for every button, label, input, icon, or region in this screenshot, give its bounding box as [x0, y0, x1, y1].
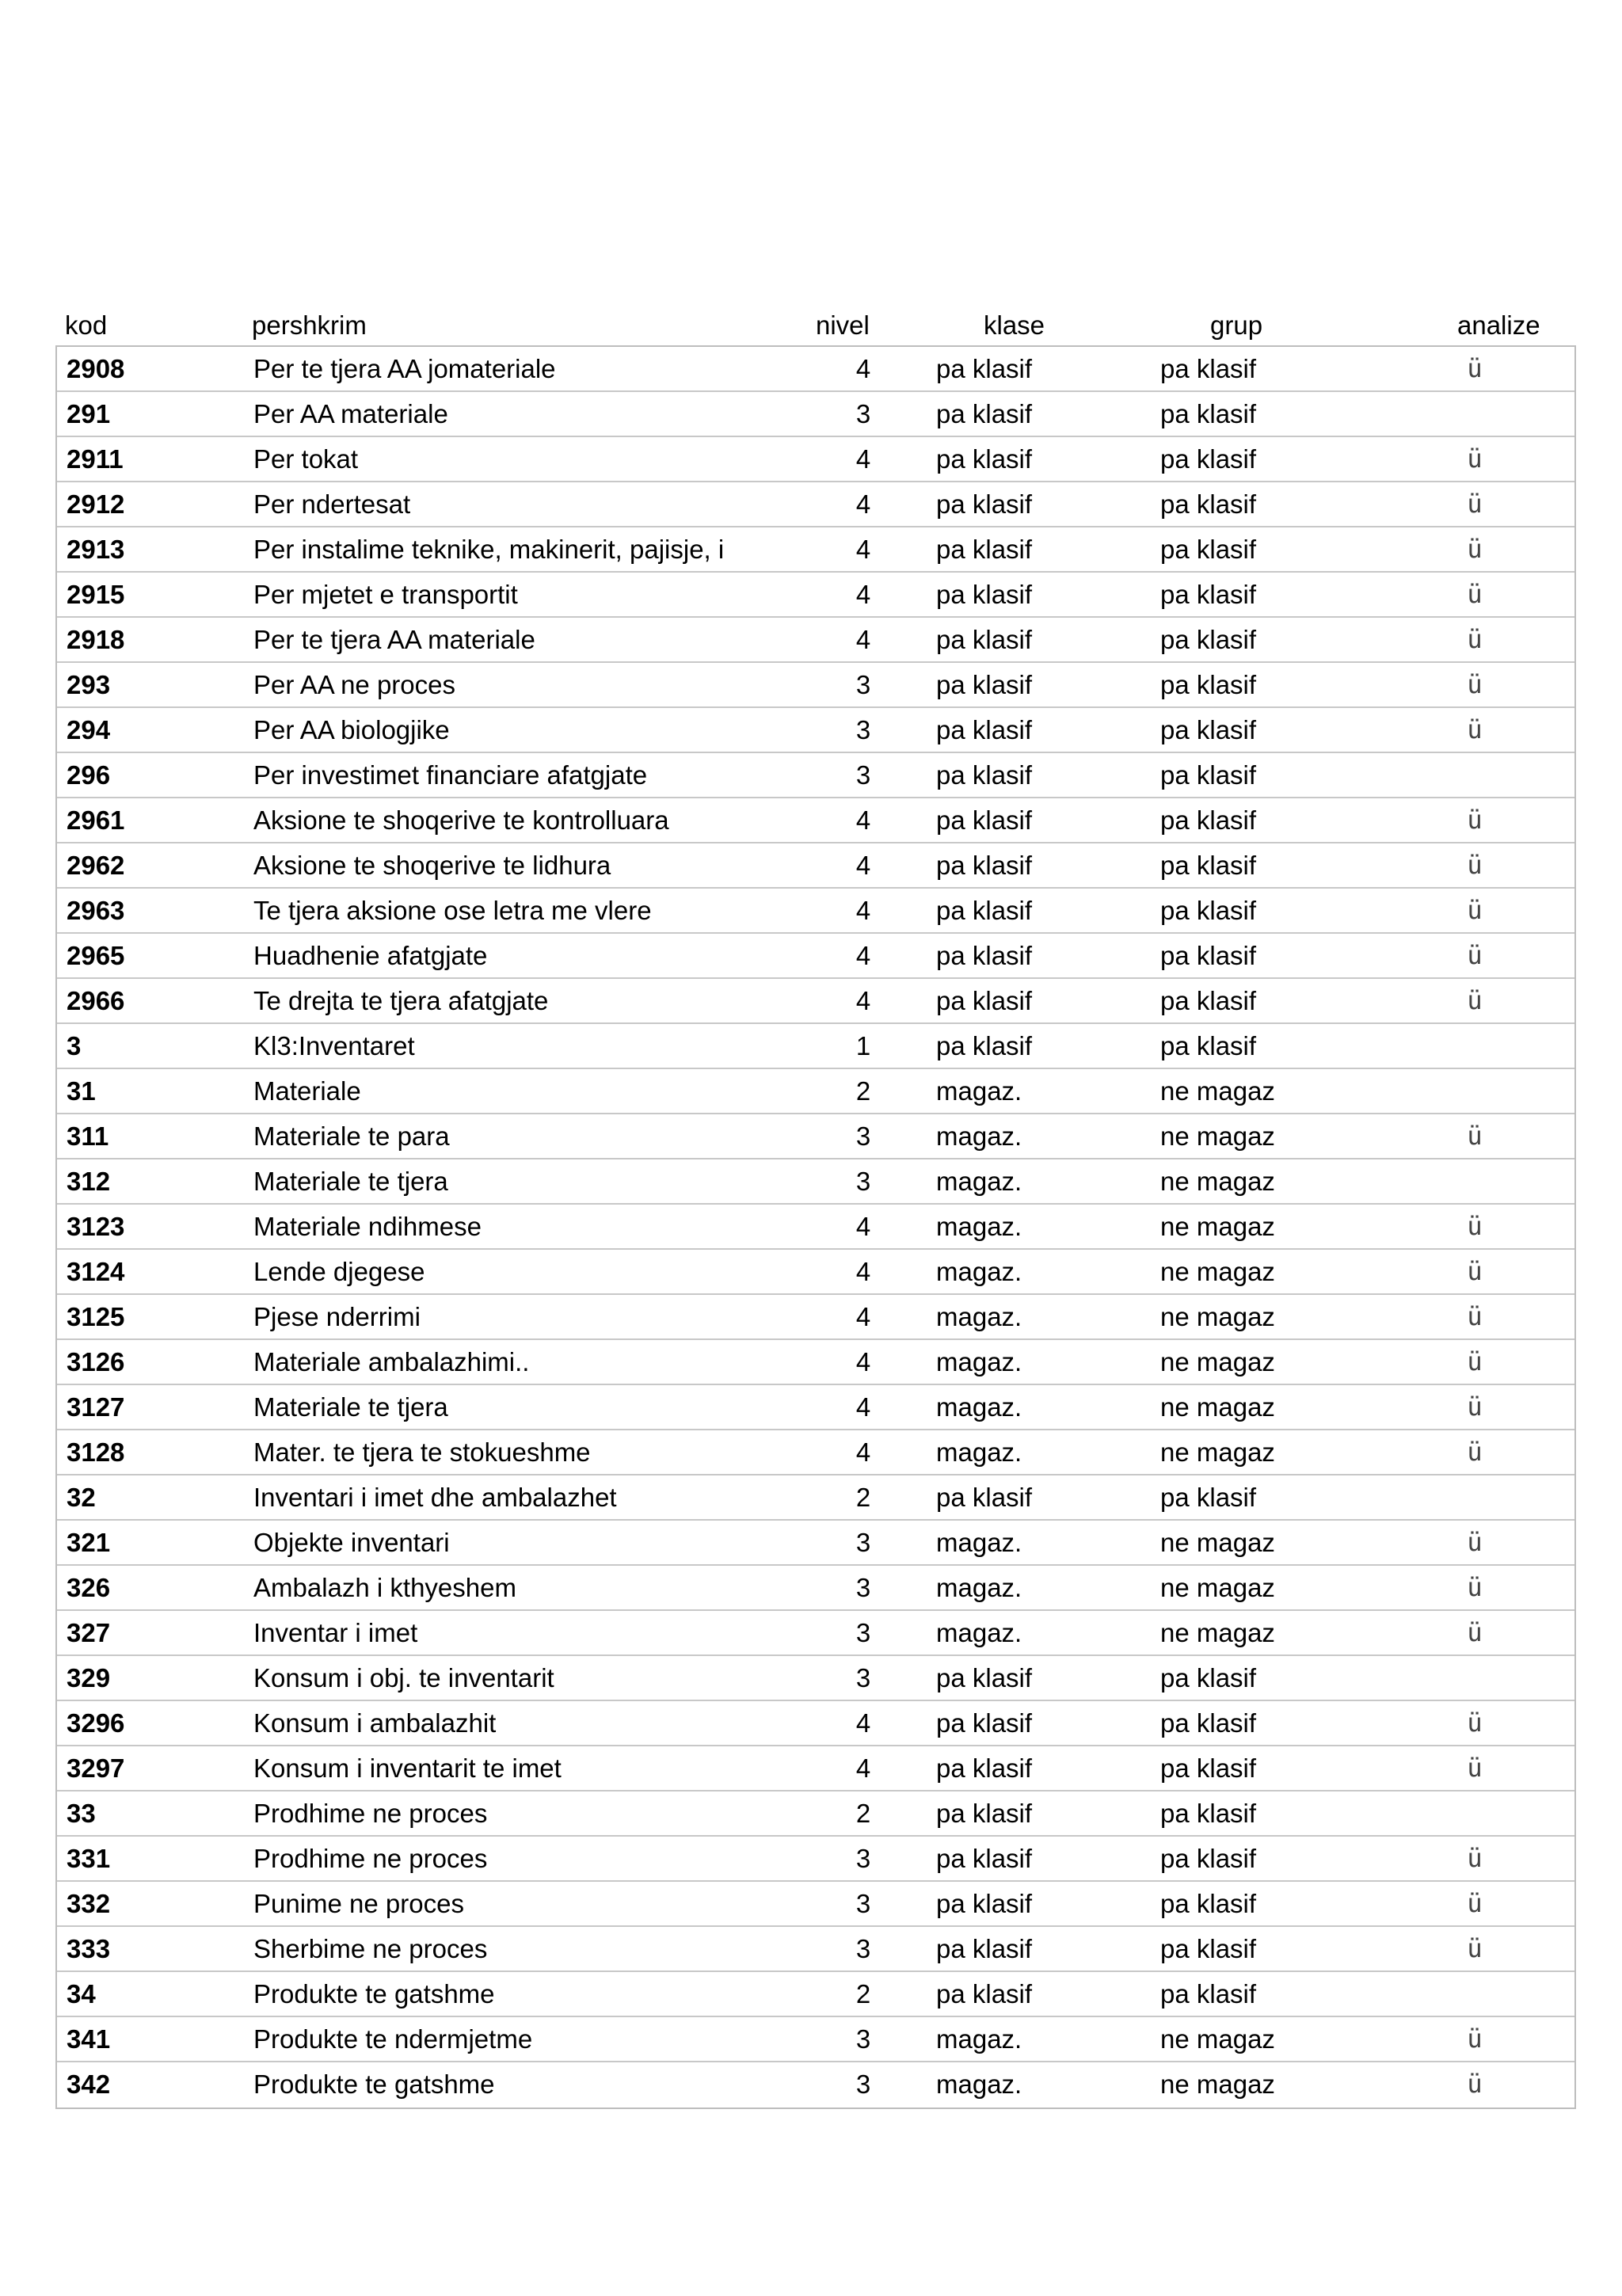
cell-pershkrim: Aksione te shoqerive te kontrolluara [253, 805, 669, 835]
table-row [57, 347, 1574, 392]
cell-analize: ü [1467, 1708, 1483, 1738]
cell-grup: pa klasif [1160, 941, 1257, 970]
cell-klase: magaz. [936, 1257, 1022, 1286]
cell-pershkrim: Konsum i ambalazhit [253, 1708, 497, 1738]
cell-grup: ne magaz [1160, 1573, 1275, 1602]
cell-grup: ne magaz [1160, 1347, 1275, 1376]
cell-kod: 291 [67, 399, 111, 428]
cell-klase: magaz. [936, 1437, 1022, 1467]
table-row [57, 2017, 1574, 2062]
table-row [57, 1340, 1574, 1385]
table-row [57, 1566, 1574, 1611]
cell-klase: pa klasif [936, 941, 1033, 970]
cell-pershkrim: Per investimet financiare afatgjate [253, 760, 648, 790]
cell-analize: ü [1467, 1572, 1483, 1602]
cell-analize: ü [1467, 1346, 1483, 1376]
table-row [57, 708, 1574, 753]
cell-kod: 3123 [67, 1212, 125, 1241]
cell-grup: pa klasif [1160, 896, 1257, 925]
cell-pershkrim: Te tjera aksione ose letra me vlere [253, 896, 652, 925]
cell-grup: ne magaz [1160, 2024, 1275, 2054]
cell-nivel: 4 [855, 535, 871, 564]
cell-grup: ne magaz [1160, 1257, 1275, 1286]
cell-grup: ne magaz [1160, 1618, 1275, 1647]
table-row [57, 1746, 1574, 1791]
cell-kod: 333 [67, 1934, 111, 1963]
table-row [57, 1250, 1574, 1295]
cell-klase: pa klasif [936, 1708, 1033, 1738]
header-kod: kod [65, 310, 108, 340]
cell-grup: ne magaz [1160, 1392, 1275, 1422]
cell-grup: pa klasif [1160, 354, 1257, 383]
cell-klase: pa klasif [936, 1753, 1033, 1783]
cell-klase: magaz. [936, 1302, 1022, 1331]
cell-grup: pa klasif [1160, 1934, 1257, 1963]
cell-klase: pa klasif [936, 489, 1033, 519]
cell-analize: ü [1467, 2024, 1483, 2054]
cell-klase: pa klasif [936, 1799, 1033, 1828]
table-row [57, 753, 1574, 798]
cell-kod: 2962 [67, 851, 125, 880]
cell-kod: 2915 [67, 580, 125, 609]
cell-pershkrim: Materiale te tjera [253, 1392, 448, 1422]
table-row [57, 1205, 1574, 1250]
table-row [57, 527, 1574, 573]
cell-nivel: 2 [855, 1483, 871, 1512]
cell-grup: pa klasif [1160, 580, 1257, 609]
cell-klase: pa klasif [936, 580, 1033, 609]
cell-kod: 3297 [67, 1753, 125, 1783]
cell-grup: pa klasif [1160, 715, 1257, 744]
table-row [57, 437, 1574, 482]
cell-kod: 326 [67, 1573, 111, 1602]
cell-grup: ne magaz [1160, 1121, 1275, 1151]
table-row [57, 1927, 1574, 1972]
cell-kod: 294 [67, 715, 111, 744]
table-row [57, 979, 1574, 1024]
cell-grup: pa klasif [1160, 625, 1257, 654]
cell-pershkrim: Inventar i imet [253, 1618, 418, 1647]
cell-analize: ü [1467, 444, 1483, 474]
table-row [57, 1611, 1574, 1656]
cell-pershkrim: Ambalazh i kthyeshem [253, 1573, 516, 1602]
cell-klase: pa klasif [936, 1483, 1033, 1512]
cell-kod: 33 [67, 1799, 96, 1828]
cell-nivel: 3 [855, 1663, 871, 1692]
cell-nivel: 4 [855, 851, 871, 880]
cell-analize: ü [1467, 2069, 1483, 2099]
header-klase: klase [984, 310, 1045, 340]
cell-kod: 2965 [67, 941, 125, 970]
cell-klase: magaz. [936, 1528, 1022, 1557]
table-row [57, 1837, 1574, 1882]
cell-grup: pa klasif [1160, 805, 1257, 835]
cell-kod: 3125 [67, 1302, 125, 1331]
cell-pershkrim: Materiale te para [253, 1121, 450, 1151]
cell-klase: pa klasif [936, 1934, 1033, 1963]
cell-pershkrim: Sherbime ne proces [253, 1934, 488, 1963]
cell-klase: pa klasif [936, 715, 1033, 744]
cell-analize: ü [1467, 1753, 1483, 1783]
table-row [57, 1972, 1574, 2017]
cell-pershkrim: Produkte te ndermjetme [253, 2024, 533, 2054]
cell-klase: pa klasif [936, 1031, 1033, 1060]
cell-pershkrim: Per AA biologjike [253, 715, 450, 744]
cell-kod: 2911 [67, 444, 124, 474]
cell-pershkrim: Punime ne proces [253, 1889, 464, 1918]
cell-nivel: 4 [855, 1753, 871, 1783]
cell-kod: 331 [67, 1844, 111, 1873]
cell-klase: magaz. [936, 1076, 1022, 1106]
cell-kod: 2918 [67, 625, 125, 654]
cell-pershkrim: Per AA ne proces [253, 670, 455, 699]
cell-grup: pa klasif [1160, 670, 1257, 699]
cell-nivel: 2 [855, 1799, 871, 1828]
cell-nivel: 4 [855, 354, 871, 383]
cell-klase: pa klasif [936, 535, 1033, 564]
table-row [57, 573, 1574, 618]
cell-nivel: 3 [855, 1618, 871, 1647]
cell-kod: 2912 [67, 489, 125, 519]
cell-kod: 3126 [67, 1347, 125, 1376]
cell-klase: pa klasif [936, 444, 1033, 474]
cell-nivel: 3 [855, 1573, 871, 1602]
cell-kod: 2963 [67, 896, 125, 925]
cell-kod: 341 [67, 2024, 111, 2054]
cell-kod: 329 [67, 1663, 111, 1692]
cell-grup: pa klasif [1160, 1663, 1257, 1692]
cell-nivel: 4 [855, 1392, 871, 1422]
cell-analize: ü [1467, 1933, 1483, 1963]
cell-nivel: 3 [855, 2024, 871, 2054]
cell-klase: pa klasif [936, 760, 1033, 790]
cell-analize: ü [1467, 1437, 1483, 1467]
cell-grup: pa klasif [1160, 1483, 1257, 1512]
cell-kod: 342 [67, 2069, 111, 2099]
cell-nivel: 4 [855, 1302, 871, 1331]
cell-kod: 327 [67, 1618, 111, 1647]
cell-nivel: 4 [855, 805, 871, 835]
cell-analize: ü [1467, 1392, 1483, 1422]
cell-grup: pa klasif [1160, 535, 1257, 564]
cell-pershkrim: Inventari i imet dhe ambalazhet [253, 1483, 617, 1512]
cell-grup: pa klasif [1160, 760, 1257, 790]
cell-grup: pa klasif [1160, 399, 1257, 428]
table-row [57, 1475, 1574, 1521]
table-header [55, 306, 1576, 345]
cell-kod: 293 [67, 670, 111, 699]
cell-grup: pa klasif [1160, 1708, 1257, 1738]
cell-analize: ü [1467, 1843, 1483, 1873]
table-row [57, 1295, 1574, 1340]
cell-klase: pa klasif [936, 851, 1033, 880]
cell-analize: ü [1467, 1888, 1483, 1918]
cell-nivel: 2 [855, 1076, 871, 1106]
cell-pershkrim: Per te tjera AA materiale [253, 625, 535, 654]
cell-pershkrim: Per te tjera AA jomateriale [253, 354, 556, 383]
cell-kod: 3 [67, 1031, 82, 1060]
cell-pershkrim: Konsum i obj. te inventarit [253, 1663, 554, 1692]
cell-analize: ü [1467, 353, 1483, 383]
cell-kod: 332 [67, 1889, 111, 1918]
cell-kod: 2961 [67, 805, 125, 835]
table-row [57, 1521, 1574, 1566]
cell-nivel: 4 [855, 1212, 871, 1241]
cell-pershkrim: Produkte te gatshme [253, 1979, 495, 2009]
cell-pershkrim: Aksione te shoqerive te lidhura [253, 851, 611, 880]
cell-analize: ü [1467, 1211, 1483, 1241]
cell-grup: ne magaz [1160, 1302, 1275, 1331]
cell-klase: pa klasif [936, 625, 1033, 654]
cell-analize: ü [1467, 850, 1483, 880]
cell-klase: pa klasif [936, 805, 1033, 835]
cell-kod: 34 [67, 1979, 96, 2009]
table-row [57, 889, 1574, 934]
cell-nivel: 4 [855, 489, 871, 519]
cell-klase: magaz. [936, 1618, 1022, 1647]
table-row [57, 1701, 1574, 1746]
cell-grup: ne magaz [1160, 1212, 1275, 1241]
cell-nivel: 4 [855, 986, 871, 1015]
cell-klase: magaz. [936, 1347, 1022, 1376]
cell-nivel: 3 [855, 1167, 871, 1196]
cell-grup: ne magaz [1160, 1076, 1275, 1106]
cell-klase: pa klasif [936, 986, 1033, 1015]
header-analize: analize [1457, 310, 1540, 340]
cell-analize: ü [1467, 805, 1483, 835]
cell-pershkrim: Huadhenie afatgjate [253, 941, 488, 970]
cell-klase: magaz. [936, 1392, 1022, 1422]
cell-pershkrim: Per ndertesat [253, 489, 411, 519]
table-row [57, 934, 1574, 979]
cell-kod: 2966 [67, 986, 125, 1015]
cell-kod: 3127 [67, 1392, 125, 1422]
table-row [57, 392, 1574, 437]
table-row [57, 1385, 1574, 1430]
table-row [57, 618, 1574, 663]
cell-klase: pa klasif [936, 1889, 1033, 1918]
cell-pershkrim: Per instalime teknike, makinerit, pajisje, i [253, 535, 725, 564]
table-row [57, 1159, 1574, 1205]
cell-nivel: 4 [855, 941, 871, 970]
cell-grup: ne magaz [1160, 1528, 1275, 1557]
table-row [57, 1656, 1574, 1701]
cell-pershkrim: Materiale ambalazhimi.. [253, 1347, 530, 1376]
cell-grup: pa klasif [1160, 1799, 1257, 1828]
table-row [57, 798, 1574, 843]
cell-grup: pa klasif [1160, 1889, 1257, 1918]
cell-pershkrim: Pjese nderrimi [253, 1302, 421, 1331]
cell-kod: 311 [67, 1121, 109, 1151]
cell-klase: magaz. [936, 2069, 1022, 2099]
cell-kod: 3128 [67, 1437, 125, 1467]
cell-nivel: 3 [855, 670, 871, 699]
cell-nivel: 4 [855, 1257, 871, 1286]
cell-nivel: 3 [855, 715, 871, 744]
cell-pershkrim: Prodhime ne proces [253, 1844, 488, 1873]
cell-kod: 3124 [67, 1257, 125, 1286]
cell-analize: ü [1467, 1301, 1483, 1331]
cell-analize: ü [1467, 985, 1483, 1015]
accounts-table [55, 345, 1576, 2109]
cell-klase: pa klasif [936, 1979, 1033, 2009]
cell-kod: 31 [67, 1076, 96, 1106]
cell-pershkrim: Per mjetet e transportit [253, 580, 518, 609]
cell-nivel: 3 [855, 2069, 871, 2099]
table-row [57, 482, 1574, 527]
cell-analize: ü [1467, 714, 1483, 744]
cell-pershkrim: Prodhime ne proces [253, 1799, 488, 1828]
cell-grup: ne magaz [1160, 1167, 1275, 1196]
cell-nivel: 2 [855, 1979, 871, 2009]
cell-grup: pa klasif [1160, 1844, 1257, 1873]
table-row [57, 663, 1574, 708]
cell-klase: pa klasif [936, 1844, 1033, 1873]
cell-klase: pa klasif [936, 670, 1033, 699]
cell-klase: pa klasif [936, 354, 1033, 383]
table-row [57, 1791, 1574, 1837]
cell-pershkrim: Per AA materiale [253, 399, 448, 428]
cell-pershkrim: Mater. te tjera te stokueshme [253, 1437, 591, 1467]
cell-grup: pa klasif [1160, 1979, 1257, 2009]
cell-grup: ne magaz [1160, 1437, 1275, 1467]
cell-grup: pa klasif [1160, 489, 1257, 519]
cell-kod: 2908 [67, 354, 125, 383]
cell-klase: magaz. [936, 2024, 1022, 2054]
header-nivel: nivel [816, 310, 870, 340]
cell-analize: ü [1467, 534, 1483, 564]
cell-grup: pa klasif [1160, 444, 1257, 474]
cell-kod: 321 [67, 1528, 111, 1557]
table-row [57, 1069, 1574, 1114]
cell-nivel: 3 [855, 1844, 871, 1873]
cell-analize: ü [1467, 895, 1483, 925]
cell-analize: ü [1467, 1617, 1483, 1647]
cell-kod: 3296 [67, 1708, 125, 1738]
cell-nivel: 4 [855, 580, 871, 609]
cell-pershkrim: Per tokat [253, 444, 359, 474]
cell-analize: ü [1467, 1121, 1483, 1151]
cell-nivel: 4 [855, 1437, 871, 1467]
cell-analize: ü [1467, 624, 1483, 654]
cell-nivel: 3 [855, 1121, 871, 1151]
table-row [57, 2062, 1574, 2108]
cell-grup: pa klasif [1160, 1031, 1257, 1060]
cell-pershkrim: Te drejta te tjera afatgjate [253, 986, 549, 1015]
cell-kod: 2913 [67, 535, 125, 564]
cell-pershkrim: Konsum i inventarit te imet [253, 1753, 562, 1783]
cell-analize: ü [1467, 1527, 1483, 1557]
cell-pershkrim: Objekte inventari [253, 1528, 450, 1557]
cell-nivel: 1 [855, 1031, 871, 1060]
cell-klase: magaz. [936, 1121, 1022, 1151]
table-row [57, 843, 1574, 889]
cell-klase: pa klasif [936, 896, 1033, 925]
cell-grup: ne magaz [1160, 2069, 1275, 2099]
cell-klase: pa klasif [936, 399, 1033, 428]
cell-analize: ü [1467, 669, 1483, 699]
cell-pershkrim: Materiale [253, 1076, 361, 1106]
cell-nivel: 3 [855, 1934, 871, 1963]
cell-kod: 32 [67, 1483, 96, 1512]
cell-pershkrim: Produkte te gatshme [253, 2069, 495, 2099]
header-pershkrim: pershkrim [252, 310, 367, 340]
cell-nivel: 3 [855, 760, 871, 790]
cell-analize: ü [1467, 489, 1483, 519]
cell-kod: 296 [67, 760, 111, 790]
cell-nivel: 3 [855, 399, 871, 428]
cell-pershkrim: Lende djegese [253, 1257, 425, 1286]
cell-klase: pa klasif [936, 1663, 1033, 1692]
cell-nivel: 4 [855, 1347, 871, 1376]
cell-analize: ü [1467, 1256, 1483, 1286]
cell-kod: 312 [67, 1167, 111, 1196]
cell-nivel: 4 [855, 1708, 871, 1738]
cell-nivel: 3 [855, 1528, 871, 1557]
cell-nivel: 4 [855, 444, 871, 474]
cell-nivel: 3 [855, 1889, 871, 1918]
cell-grup: pa klasif [1160, 851, 1257, 880]
cell-klase: magaz. [936, 1573, 1022, 1602]
cell-analize: ü [1467, 579, 1483, 609]
table-row [57, 1024, 1574, 1069]
cell-nivel: 4 [855, 896, 871, 925]
cell-nivel: 4 [855, 625, 871, 654]
cell-klase: magaz. [936, 1212, 1022, 1241]
cell-grup: pa klasif [1160, 986, 1257, 1015]
table-row [57, 1882, 1574, 1927]
cell-pershkrim: Materiale ndihmese [253, 1212, 482, 1241]
cell-klase: magaz. [936, 1167, 1022, 1196]
cell-pershkrim: Kl3:Inventaret [253, 1031, 415, 1060]
cell-grup: pa klasif [1160, 1753, 1257, 1783]
cell-pershkrim: Materiale te tjera [253, 1167, 448, 1196]
table-row [57, 1430, 1574, 1475]
table-row [57, 1114, 1574, 1159]
header-grup: grup [1210, 310, 1263, 340]
cell-analize: ü [1467, 940, 1483, 970]
